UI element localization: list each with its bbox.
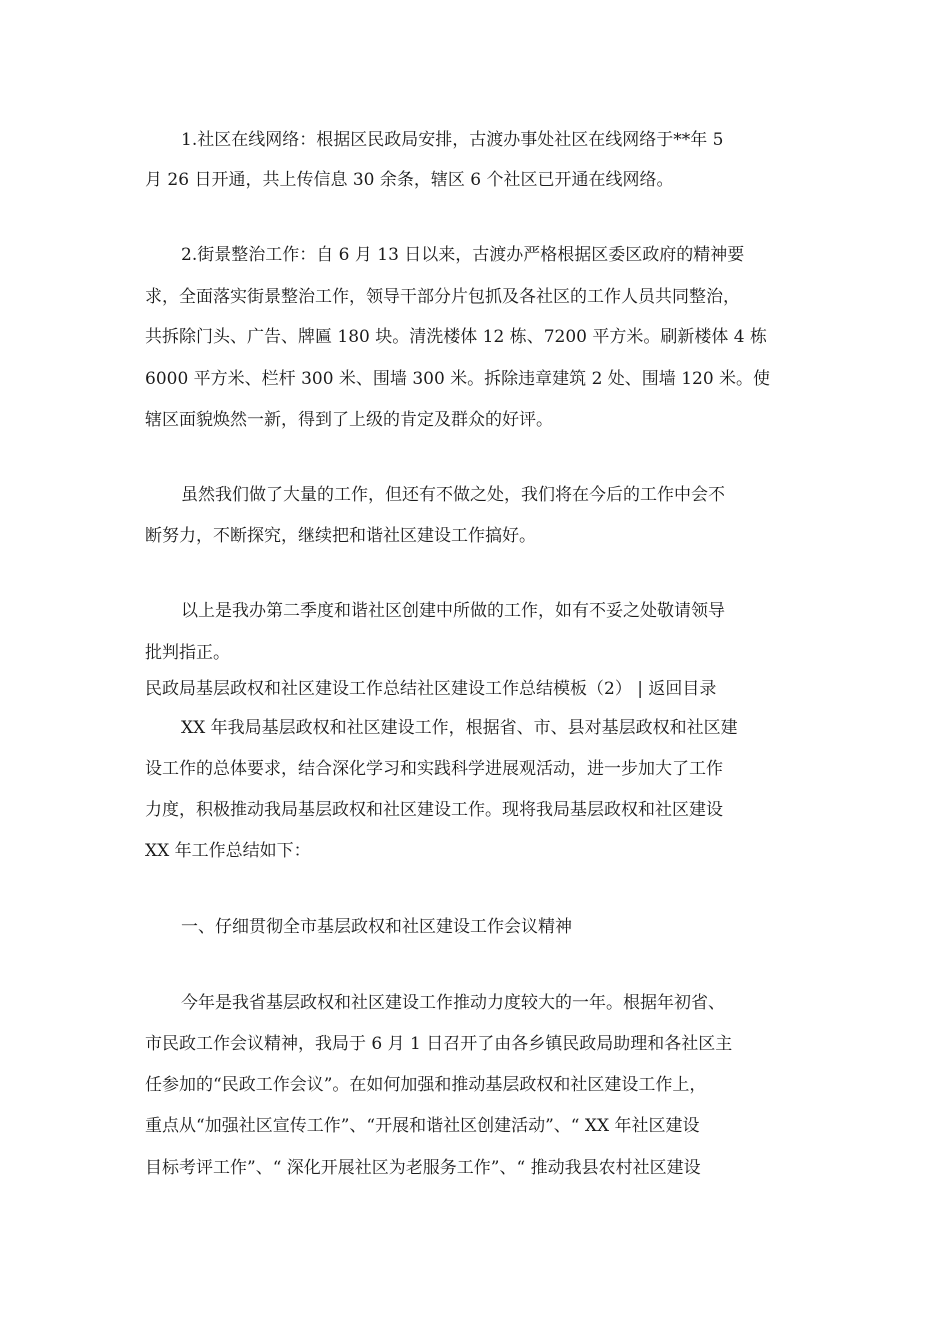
text-line: 以上是我办第二季度和谐社区创建中所做的工作，如有不妥之处敬请领导: [181, 601, 725, 621]
text-line: 虽然我们做了大量的工作，但还有不做之处，我们将在今后的工作中会不: [181, 485, 725, 505]
text-line: 共拆除门头、广告、牌匾 180 块。清洗楼体 12 栋、7200 平方米。刷新楼体 4 栋: [145, 327, 767, 347]
text-line: 月 26 日开通，共上传信息 30 余条，辖区 6 个社区已开通在线网络。: [145, 170, 674, 190]
text-line: 断努力，不断探究，继续把和谐社区建设工作搞好。: [145, 526, 536, 546]
text-line: XX 年我局基层政权和社区建设工作，根据省、市、县对基层政权和社区建: [181, 718, 738, 738]
text-line: 目标考评工作”、“ 深化开展社区为老服务工作”、“ 推动我县农村社区建设: [145, 1158, 701, 1178]
text-line: 辖区面貌焕然一新，得到了上级的肯定及群众的好评。: [145, 410, 553, 430]
section-title: 一、仔细贯彻全市基层政权和社区建设工作会议精神: [181, 917, 572, 937]
text-line: 设工作的总体要求，结合深化学习和实践科学进展观活动，进一步加大了工作: [145, 759, 723, 779]
text-line: 力度，积极推动我局基层政权和社区建设工作。现将我局基层政权和社区建设: [145, 800, 723, 820]
text-line: 市民政工作会议精神，我局于 6 月 1 日召开了由各乡镇民政局助理和各社区主: [145, 1034, 733, 1054]
text-line: XX 年工作总结如下：: [145, 841, 311, 861]
text-line: 批判指正。: [145, 643, 230, 663]
text-line: 任参加的“民政工作会议”。在如何加强和推动基层政权和社区建设工作上，: [145, 1075, 707, 1095]
text-line: 1.社区在线网络：根据区民政局安排，古渡办事处社区在线网络于**年 5: [181, 130, 724, 150]
text-line: 6000 平方米、栏杆 300 米、围墙 300 米。拆除违章建筑 2 处、围墙 120 米。使: [145, 369, 771, 389]
text-line: 今年是我省基层政权和社区建设工作推动力度较大的一年。根据年初省、: [181, 993, 725, 1013]
text-line: 重点从“加强社区宣传工作”、“开展和谐社区创建活动”、“ XX 年社区建设: [145, 1116, 700, 1136]
text-line: 2.街景整治工作：自 6 月 13 日以来，古渡办严格根据区委区政府的精神要: [181, 245, 745, 265]
section-heading-link[interactable]: 民政局基层政权和社区建设工作总结社区建设工作总结模板（2） | 返回目录: [145, 679, 717, 699]
text-line: 求，全面落实街景整治工作，领导干部分片包抓及各社区的工作人员共同整治，: [145, 287, 740, 307]
